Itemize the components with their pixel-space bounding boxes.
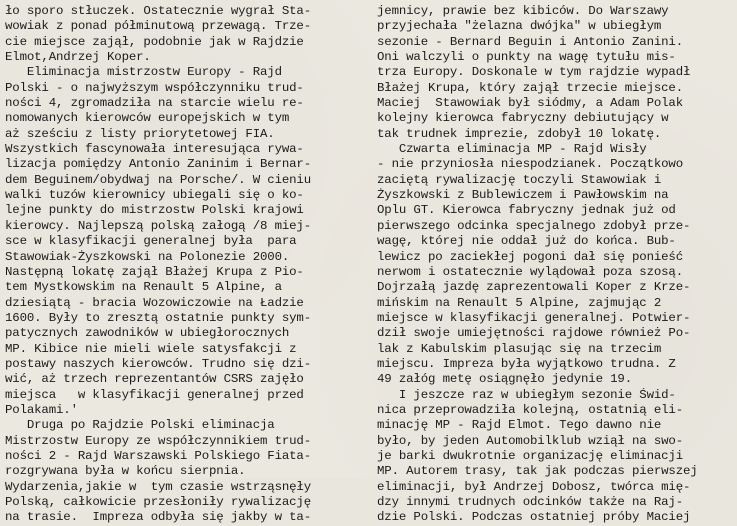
article-column-right [377, 4, 733, 526]
text-line: sezonie - Bernard Beguin i Antonio Zanini. [377, 34, 683, 49]
text-line: ło sporo stłuczek. Ostatecznie wygrał Sta- [5, 4, 311, 18]
text-line: wić, aż trzech reprezentantów CSRS zajęło [5, 372, 304, 387]
text-line: dzie Polski. Podczas ostatniej próby Maciej [377, 510, 691, 525]
text-line: Elmot,Andrzej Koper. [5, 50, 151, 65]
text-line: Dojrzałą jazdę zaprezentowali Koper z Krze- [377, 280, 691, 295]
text-line: rozgrywana była w końcu sierpnia. [5, 464, 246, 479]
text-line: dziesiątą - bracia Wozowiczowie na Ładzie [5, 295, 304, 310]
text-line: Wszystkich fascynowała interesująca rywa- [5, 142, 304, 157]
text-line: trza Europy. Doskonale w tym rajdzie wypadł [377, 65, 691, 80]
text-line: 1600. Były to zresztą ostatnie punkty sym- [5, 310, 311, 325]
text-line: sce w klasyfikacji generalnej była para [5, 234, 297, 249]
text-line: dził swoje umiejętności rajdowe również Po- [377, 326, 691, 341]
text-line: dem Beguinem/obydwaj na Porsche/. W cieniu [5, 172, 311, 187]
text-line: tem Mystkowskim na Renault 5 Alpine, a [5, 280, 282, 295]
text-line: wowiak z ponad półminutową przewagą. Trze- [5, 19, 311, 34]
text-line: na trasie. Impreza odbyła się jakby w ta- [5, 510, 311, 525]
text-line: Oplu GT. Kierowca fabryczny jednak już od [377, 203, 676, 218]
text-line: eliminacji, był Andrzej Dobosz, twórca mię- [377, 479, 691, 494]
text-line: lizacja pomiędzy Antonio Zaninim i Bernar- [5, 157, 311, 172]
text-line: Mistrzostw Europy ze współczynnikiem trud- [5, 433, 311, 448]
text-line: je barki dwukrotnie organizację eliminacji [377, 448, 683, 463]
text-line: postawy naszych kierowców. Trudno się dzi- [5, 356, 311, 371]
text-line: Stawowiak-Żyszkowski na Polonezie 2000. [5, 249, 290, 264]
text-line: zaciętą rywalizację toczyli Stawowiak i [377, 172, 662, 187]
text-line: cie miejsce zajął, podobnie jak w Rajdzie [5, 34, 304, 49]
text-line: Czwarta eliminacja MP - Rajd Wisły [377, 142, 647, 157]
text-line: miejsce w klasyfikacji generalnej. Potwier- [377, 310, 691, 325]
text-line: minację MP - Rajd Elmot. Tego dawno nie [377, 418, 662, 433]
text-line: przyjechała "żelazna dwójka" w ubiegłym [377, 19, 662, 34]
text-line: Żyszkowski z Bublewiczem i Pawłowskim na [377, 188, 669, 203]
text-line: ności 2 - Rajd Warszawski Polskiego Fiata- [5, 448, 311, 463]
text-line: Druga po Rajdzie Polski eliminacja [5, 418, 275, 433]
text-line: Polakami.' [5, 402, 78, 417]
text-line: miejscu. Impreza była wyjątkowo trudna. Z [377, 356, 676, 371]
text-line: dzy innymi trudnych odcinków także na Raj- [377, 495, 683, 509]
text-line: Błażej Krupa, który zajął trzecie miejsce. [377, 80, 683, 95]
text-line: nomowanych kierowców europejskich w tym [5, 111, 290, 126]
text-line: lak z Kabulskim plasując się na trzecim [377, 341, 662, 356]
text-line: Eliminacja mistrzostw Europy - Rajd [5, 65, 282, 80]
text-line: miejsca w klasyfikacji generalnej przed [5, 387, 304, 402]
text-line: ności 4, zgromadziła na starcie wielu re- [5, 96, 304, 111]
text-line: MP. Autorem trasy, tak jak podczas pierwszej [377, 464, 698, 479]
text-line: tak trudnek imprezie, zdobył 10 lokatę. [377, 126, 662, 141]
text-line: 49 załóg metę osiągnęło jedynie 19. [377, 372, 632, 387]
text-line: było, by jeden Automobilklub wziął na swo- [377, 433, 683, 448]
text-line: Maciej Stawowiak był siódmy, a Adam Polak [377, 96, 683, 111]
text-line: Polską, całkowicie przesłoniły rywalizację [5, 495, 311, 509]
text-line: aż sześciu z listy priorytetowej FIA. [5, 126, 275, 141]
text-line: nica przeprowadziła kolejną, ostatnią eli- [377, 402, 683, 417]
text-line: Oni walczyli o punkty na wagę tytułu mis- [377, 50, 676, 65]
text-line: kolejny kierowca fabryczny debiutujący w [377, 111, 669, 126]
text-line: patycznych zawodników w ubiegłorocznych [5, 326, 290, 341]
text-line: I jeszcze raz w ubiegłym sezonie Świd- [377, 387, 676, 402]
text-line: wagę, której nie oddał już do końca. Bub- [377, 234, 676, 249]
text-line: mińskim na Renault 5 Alpine, zajmując 2 [377, 295, 662, 310]
text-line: Następną lokatę zajął Błażej Krupa z Pio- [5, 264, 304, 279]
text-line: nerwom i ostatecznie wylądował poza szosą. [377, 264, 683, 279]
text-line: kierowcy. Najlepszą polską załogą /8 miej- [5, 218, 311, 233]
text-line: lejne punkty do mistrzostw Polski krajowi [5, 203, 304, 218]
text-line: jemnicy, prawie bez kibiców. Do Warszawy [377, 4, 669, 18]
text-line: Polski - o najwyższym współczynniku trud- [5, 80, 304, 95]
text-line: MP. Kibice nie mieli wiele satysfakcji z [5, 341, 297, 356]
article-column-left [5, 4, 361, 526]
text-line: lewicz po zaciekłej pogoni dał się ponieść [377, 249, 683, 264]
text-line: - nie przyniosła niespodzianek. Początkowo [377, 157, 683, 172]
text-line: Wydarzenia,jakie w tym czasie wstrząsnęły [5, 479, 311, 494]
text-line: walki tuzów kierownicy ubiegali się o ko- [5, 188, 304, 203]
text-line: pierwszego odcinka specjalnego zdobył prze- [377, 218, 691, 233]
